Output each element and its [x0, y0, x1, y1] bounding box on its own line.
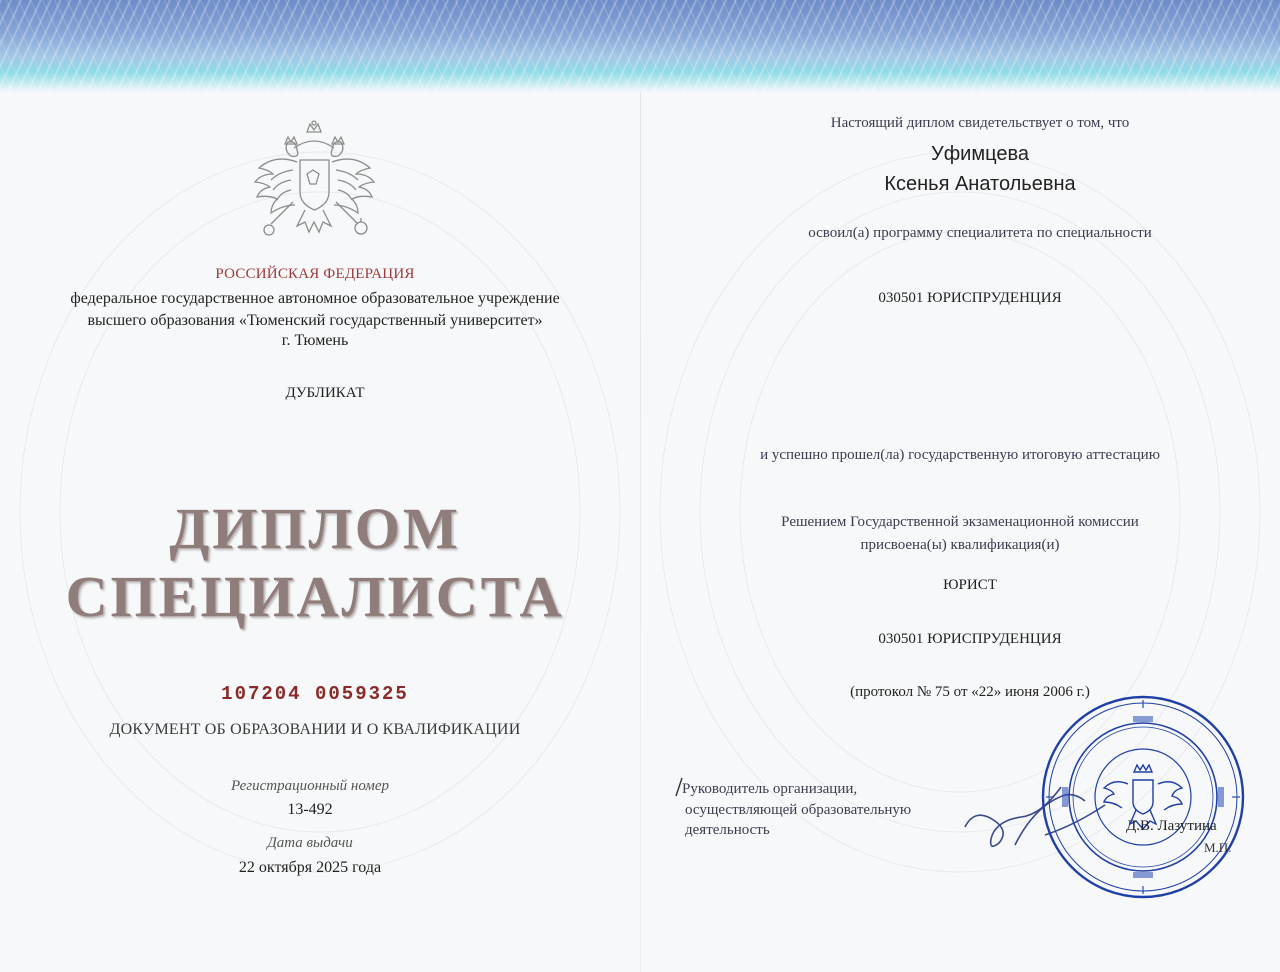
registration-number-label: Регистрационный номер [230, 778, 389, 794]
university-seal [1038, 692, 1248, 902]
seal-place-mark: М.П. [1204, 840, 1232, 855]
country-name: РОССИЙСКАЯ ФЕДЕРАЦИЯ [215, 266, 415, 282]
head-title-line-2: осуществляющей образовательную [685, 802, 912, 818]
certification-intro: Настоящий диплом свидетельствует о том, что [830, 115, 1130, 131]
security-banner [0, 0, 1280, 92]
diploma-title-line-1: ДИПЛОМ [169, 496, 461, 561]
head-name: Д.В. Лазутина [1126, 818, 1217, 834]
diploma-title-line-2: СПЕЦИАЛИСТА [65, 564, 565, 629]
serial-number: 107204 0059325 [221, 683, 409, 705]
graduate-given-names: Ксенья Анатольевна [884, 173, 1076, 195]
organization-line-1: федеральное государственное автономное образовательное учреждение [70, 290, 560, 307]
head-title-line-1: Руководитель организации, [682, 781, 858, 797]
qualification: ЮРИСТ [943, 577, 997, 593]
organization-city: г. Тюмень [281, 332, 349, 349]
registration-number: 13-492 [287, 801, 333, 818]
issue-date: 22 октября 2025 года [238, 859, 382, 876]
coat-of-arms-emblem [247, 118, 382, 263]
duplicate-label: ДУБЛИКАТ [285, 385, 365, 401]
commission-decision-line-1: Решением Государственной экзаменационной комиссии [781, 514, 1139, 530]
head-title-line-3: деятельность [685, 822, 770, 838]
page-fold [640, 92, 641, 972]
commission-decision-line-2: присвоена(ы) квалификация(и) [860, 537, 1060, 553]
protocol-reference: (протокол № 75 от «22» июня 2006 г.) [850, 684, 1090, 700]
graduate-surname: Уфимцева [931, 143, 1029, 165]
specialty: 030501 ЮРИСПРУДЕНЦИЯ [878, 290, 1062, 306]
issue-date-label: Дата выдачи [267, 835, 353, 851]
specialty-repeat: 030501 ЮРИСПРУДЕНЦИЯ [878, 631, 1062, 647]
program-statement: освоил(а) программу специалитета по специальности [808, 225, 1152, 241]
organization-line-2: высшего образования «Тюменский государственный университет» [87, 312, 543, 329]
attestation-statement: и успешно прошел(ла) государственную итоговую аттестацию [760, 447, 1160, 463]
document-type: ДОКУМЕНТ ОБ ОБРАЗОВАНИИ И О КВАЛИФИКАЦИИ [109, 721, 521, 738]
